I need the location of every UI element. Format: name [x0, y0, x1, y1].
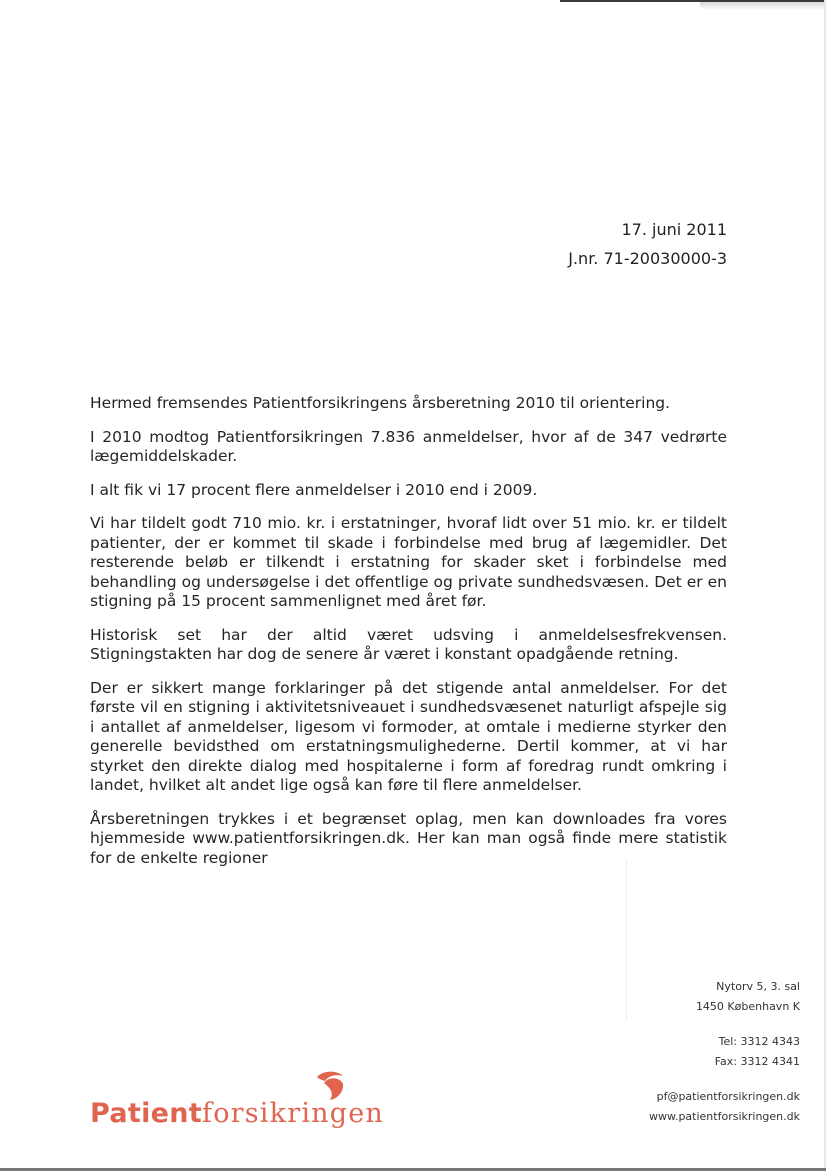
scan-smudge [700, 2, 826, 10]
logo-text-patient: Patient [90, 1098, 202, 1129]
paragraph-history: Historisk set har der altid været udsving i anmeldelsesfrekvensen. Stigningstakten har dog de senere år været i konstant opadgående retning. [90, 625, 727, 663]
logo-mark-icon [313, 1068, 347, 1102]
letter-date: 17. juni 2011 [621, 220, 727, 239]
letter-body [90, 394, 727, 882]
website-address: www.patientforsikringen.dk [648, 1110, 800, 1123]
letter-header [568, 215, 727, 273]
paper-fold-mark [626, 860, 627, 1020]
address-street: Nytorv 5, 3. sal [716, 980, 800, 993]
company-logo [90, 1068, 390, 1138]
paragraph-explanations: Der er sikkert mange forklaringer på det stigende antal anmeldelser. For det første vil en stigning i aktivitetsniveauet i sundhedsvæsenet naturligt afspejle sig i antallet af anmeldelser, ligesom vi formoder, at omtale i medierne styrker den generelle bevidsthed om erstatningsmulighederne. Dertil kommer, at vi har styrket den direkte dialog med hospitalerne i form af foredrag rundt omkring i landet, hvilket alt andet lige også kan føre til flere anmeldelser. [90, 678, 727, 794]
paragraph-intro: Hermed fremsendes Patientforsikringens årsberetning 2010 til orientering. [90, 394, 671, 412]
address-city: 1450 København K [695, 1000, 800, 1013]
paragraph-compensation: Vi har tildelt godt 710 mio. kr. i erstatninger, hvoraf lidt over 51 mio. kr. er tildelt patienter, der er kommet til skade i forbindelse med brug af lægemidler. Det resterende beløb er tilkendt i erstatning for skader sket i forbindelse med behandling og undersøgelse i det offentlige og private sundhedsvæsen. Det er en stigning på 15 procent sammenlignet med året før. [90, 514, 727, 610]
journal-number: J.nr. 71-20030000-3 [568, 249, 727, 268]
logo-wordmark [90, 1098, 384, 1129]
fax-number: Fax: 3312 4341 [714, 1055, 800, 1068]
paragraph-annual-report: Årsberetningen trykkes i et begrænset oplag, men kan downloades fra vores hjemmeside www.patientforsikringen.dk. Her kan man også finde mere statistik for de enkelte regioner [90, 809, 727, 867]
paragraph-claims-count: I 2010 modtog Patientforsikringen 7.836 anmeldelser, hvor af de 347 vedrørte lægemiddelskader. [90, 427, 727, 465]
sender-contact-block [649, 977, 800, 1127]
paragraph-increase: I alt fik vi 17 procent flere anmeldelser i 2010 end i 2009. [90, 480, 538, 499]
logo-text-forsikringen: forsikringen [202, 1098, 384, 1129]
phone-number: Tel: 3312 4343 [718, 1035, 800, 1048]
email-address: pf@patientforsikringen.dk [656, 1090, 800, 1103]
